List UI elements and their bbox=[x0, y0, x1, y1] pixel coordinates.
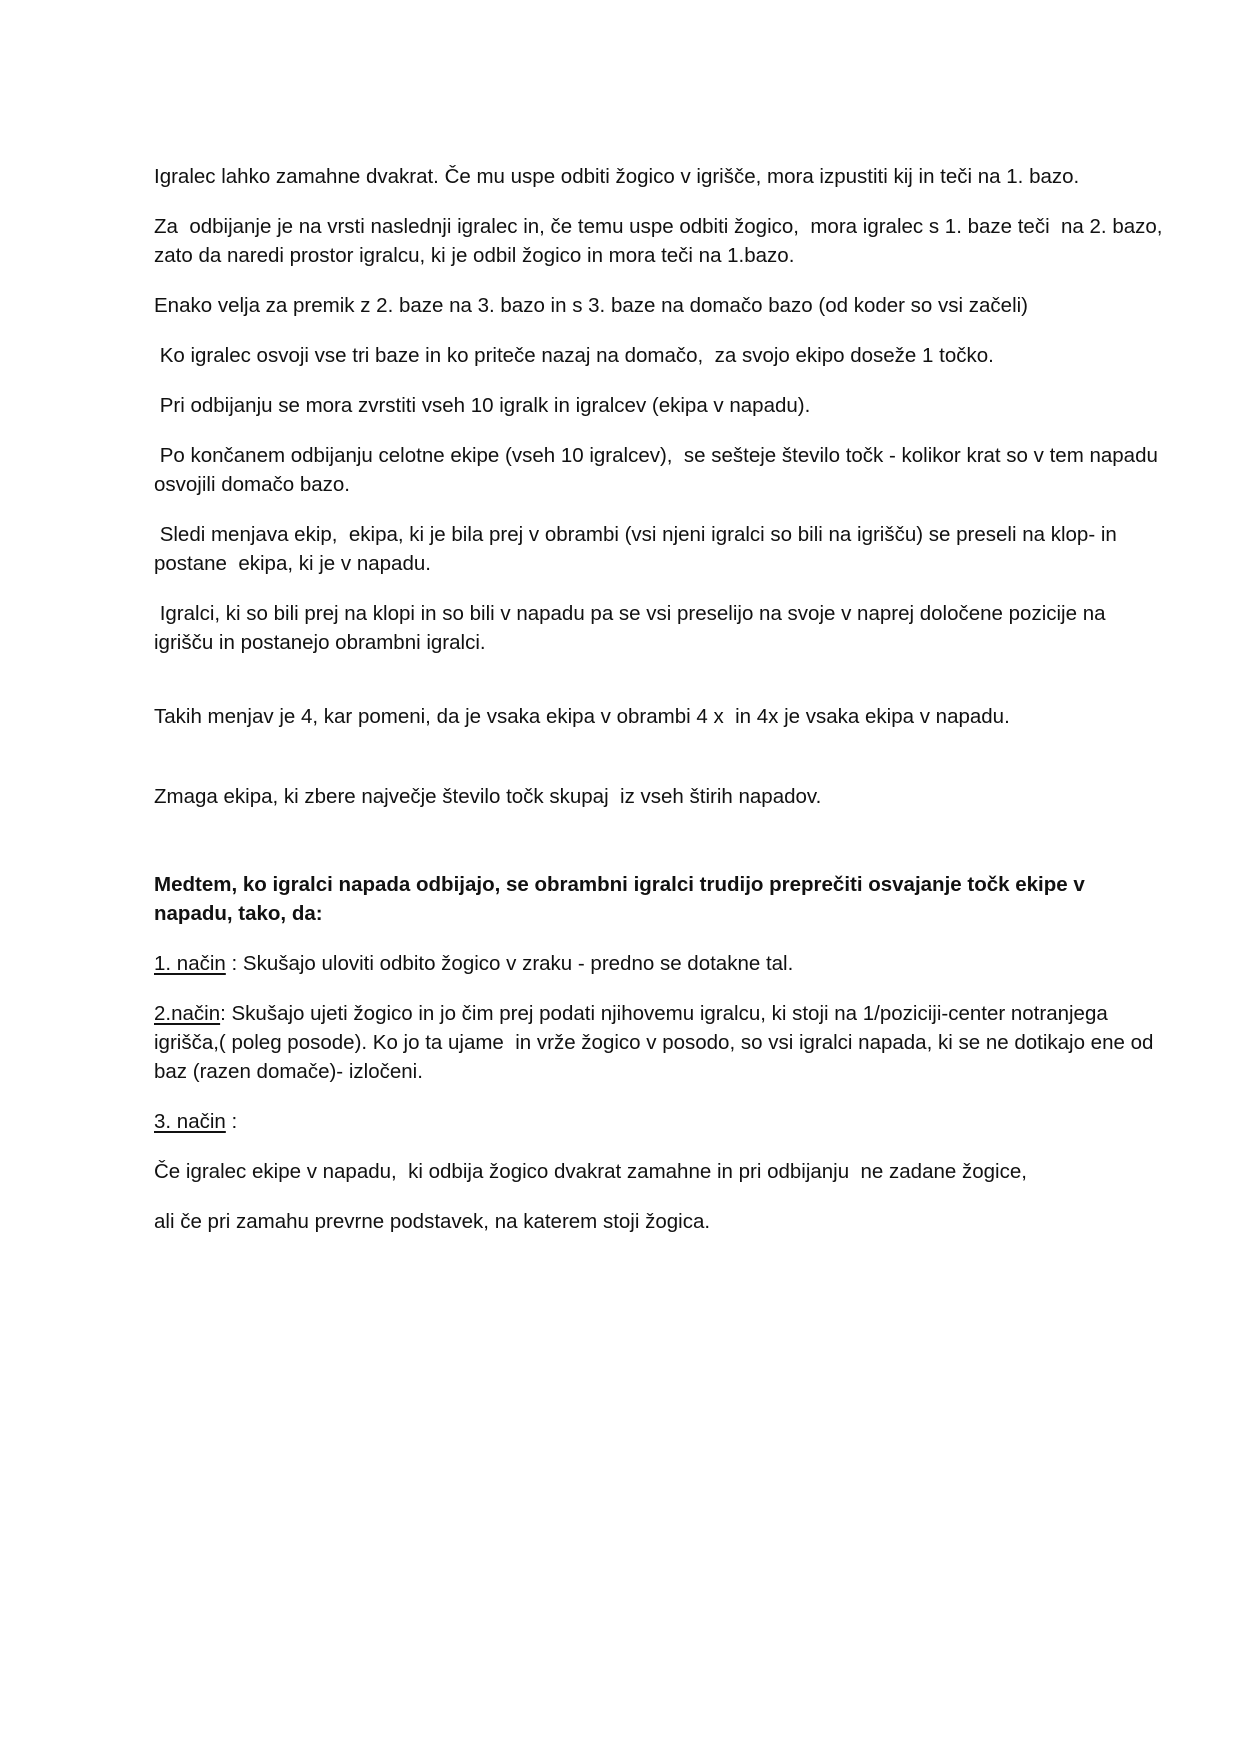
paragraph-winner: Zmaga ekipa, ki zbere največje število točk skupaj iz vseh štirih napadov. bbox=[154, 785, 822, 808]
closing-line-2: ali če pri zamahu prevrne podstavek, na katerem stoji žogica. bbox=[154, 1210, 711, 1233]
paragraph-scoring-point: Ko igralec osvoji vse tri baze in ko priteče nazaj na domačo, za svojo ekipo doseže 1 točko. bbox=[154, 344, 994, 367]
closing-line-1: Če igralec ekipe v napadu, ki odbija žogico dvakrat zamahne in pri odbijanju ne zadane žogice, bbox=[154, 1160, 1027, 1183]
paragraph-team-switch: Sledi menjava ekip, ekipa, ki je bila prej v obrambi (vsi njeni igralci so bili na igrišču) se preseli na klop- in postane ekipa, ki je v napadu. bbox=[154, 523, 1123, 575]
method-3-text: : bbox=[225, 1110, 238, 1133]
paragraph-defense-heading: Medtem, ko igralci napada odbijajo, se obrambni igralci trudijo preprečiti osvajanje točk ekipe v napadu, tako, da: bbox=[154, 873, 1091, 925]
method-2-label: 2.način bbox=[154, 1002, 221, 1025]
paragraph-next-batter: Za odbijanje je na vrsti naslednji igralec in, če temu uspe odbiti žogico, mora igralec s 1. baze teči na 2. bazo, zato da naredi prostor igralcu, ki je odbil žogico in mora teči na 1.bazo. bbox=[154, 215, 1169, 267]
method-1-text: : Skušajo uloviti odbito žogico v zraku - predno se dotakne tal. bbox=[225, 952, 794, 975]
method-2-text: : Skušajo ujeti žogico in jo čim prej podati njihovemu igralcu, ki stoji na 1/poziciji-center notranjega igrišča,( poleg posode). Ko jo ta ujame in vrže žogico v posodo, so vsi igralci napada, ki se ne dotikajo ene od baz (razen domače)- izločeni. bbox=[154, 1002, 1160, 1083]
paragraph-swing-twice: Igralec lahko zamahne dvakrat. Če mu uspe odbiti žogico v igrišče, mora izpustiti kij in teči na 1. bazo. bbox=[154, 165, 1080, 188]
paragraph-base-advance: Enako velja za premik z 2. baze na 3. bazo in s 3. baze na domačo bazo (od koder so vsi začeli) bbox=[154, 294, 1029, 317]
method-1 bbox=[154, 949, 1164, 978]
method-3 bbox=[154, 1107, 1164, 1136]
paragraph-defense-positions: Igralci, ki so bili prej na klopi in so bili v napadu pa se vsi preselijo na svoje v naprej določene pozicije na igrišču in postanejo obrambni igralci. bbox=[154, 602, 1112, 654]
paragraph-ten-players: Pri odbijanju se mora zvrstiti vseh 10 igralk in igralcev (ekipa v napadu). bbox=[154, 394, 811, 417]
method-2 bbox=[154, 999, 1164, 1086]
method-3-label: 3. način bbox=[154, 1110, 226, 1133]
paragraph-count-points: Po končanem odbijanju celotne ekipe (vseh 10 igralcev), se sešteje število točk - kolikor krat so v tem napadu osvojili domačo bazo. bbox=[154, 444, 1164, 496]
document-body bbox=[154, 162, 1169, 1257]
paragraph-four-switches: Takih menjav je 4, kar pomeni, da je vsaka ekipa v obrambi 4 x in 4x je vsaka ekipa v napadu. bbox=[154, 705, 1010, 728]
method-1-label: 1. način bbox=[154, 952, 226, 975]
